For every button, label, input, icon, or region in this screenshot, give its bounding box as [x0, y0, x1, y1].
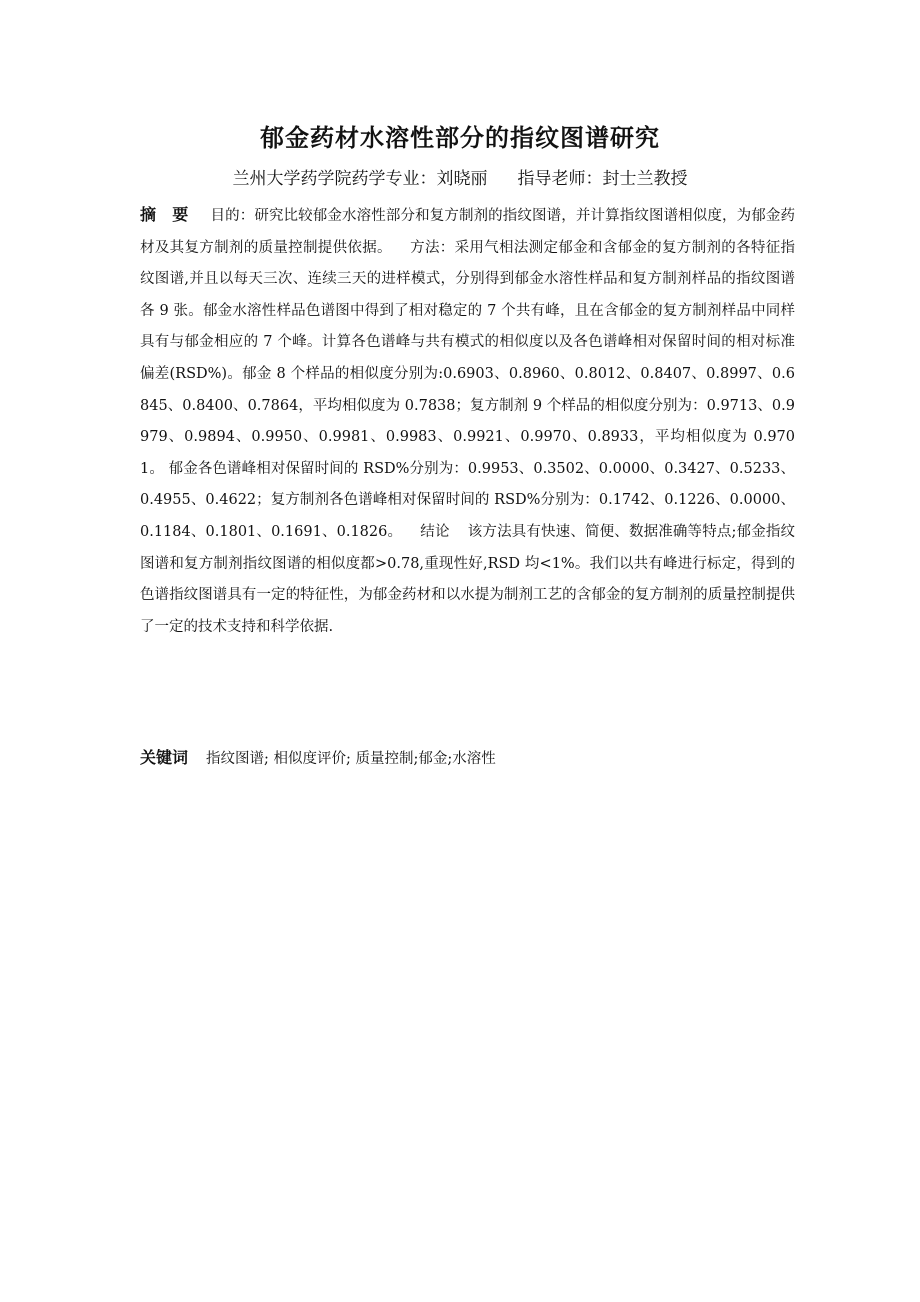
keywords-text: 指纹图谱; 相似度评价; 质量控制;郁金;水溶性	[206, 751, 496, 767]
abstract-methods: 方法：采用气相法测定郁金和含郁金的复方制剂的各特征指纹图谱,并且以每天三次、连续三天的进样模式，分别得到郁金水溶性样品和复方制剂样品的指纹图谱各 9 张。郁金水溶性样品色谱图中得到了相对稳定的 7 个共有峰，且在含郁金的复方制剂样品中同样具有与郁金相应的 7 个峰。计算各色谱峰与共有模式的相似度以及各色谱峰相对保留时间的相对标准偏差(RSD%)。郁金 8 个样品的相似度分别为:0.6903、0.8960、0.8012、0.8407、0.8997、0.6845、0.8400、0.7864，平均相似度为 0.7838；复方制剂 9 个样品的相似度分别为：0.9713、0.9979、0.9894、0.9950、0.9981、0.9983、0.9921、0.9970、0.8933，平均相似度为 0.9701。 郁金各色谱峰相对保留时间的 RSD%分别为：0.9953、0.3502、0.0000、0.3427、0.5233、0.4955、0.4622；复方制剂各色谱峰相对保留时间的 RSD%分别为：0.1742、0.1226、0.0000、0.1184、0.1801、0.1691、0.1826。	[140, 239, 796, 540]
author-line: 兰州大学药学院药学专业：刘晓丽	[232, 169, 488, 189]
abstract-conclusion: 该方法具有快速、简便、数据准确等特点;郁金指纹图谱和复方制剂指纹图谱的相似度都>0.78,重现性好,RSD 均<1%。我们以共有峰进行标定，得到的色谱指纹图谱具有一定的特征性，为郁金药材和以水提为制剂工艺的含郁金的复方制剂的质量控制提供了一定的技术支持和科学依据.	[140, 523, 795, 635]
abstract-label: 摘 要	[140, 205, 189, 224]
abstract-paragraph	[140, 199, 795, 643]
keywords-line	[140, 742, 795, 775]
conclusion-label: 结论	[420, 523, 450, 540]
keywords-label: 关键词	[140, 748, 189, 767]
paper-title: 郁金药材水溶性部分的指纹图谱研究	[260, 124, 660, 152]
byline	[0, 164, 920, 189]
abstract-objective: 目的：研究比较郁金水溶性部分和复方制剂的指纹图谱，并计算指纹图谱相似度，为郁金药材及其复方制剂的质量控制提供依据。	[140, 208, 795, 256]
advisor-line: 指导老师：封士兰教授	[517, 169, 688, 189]
